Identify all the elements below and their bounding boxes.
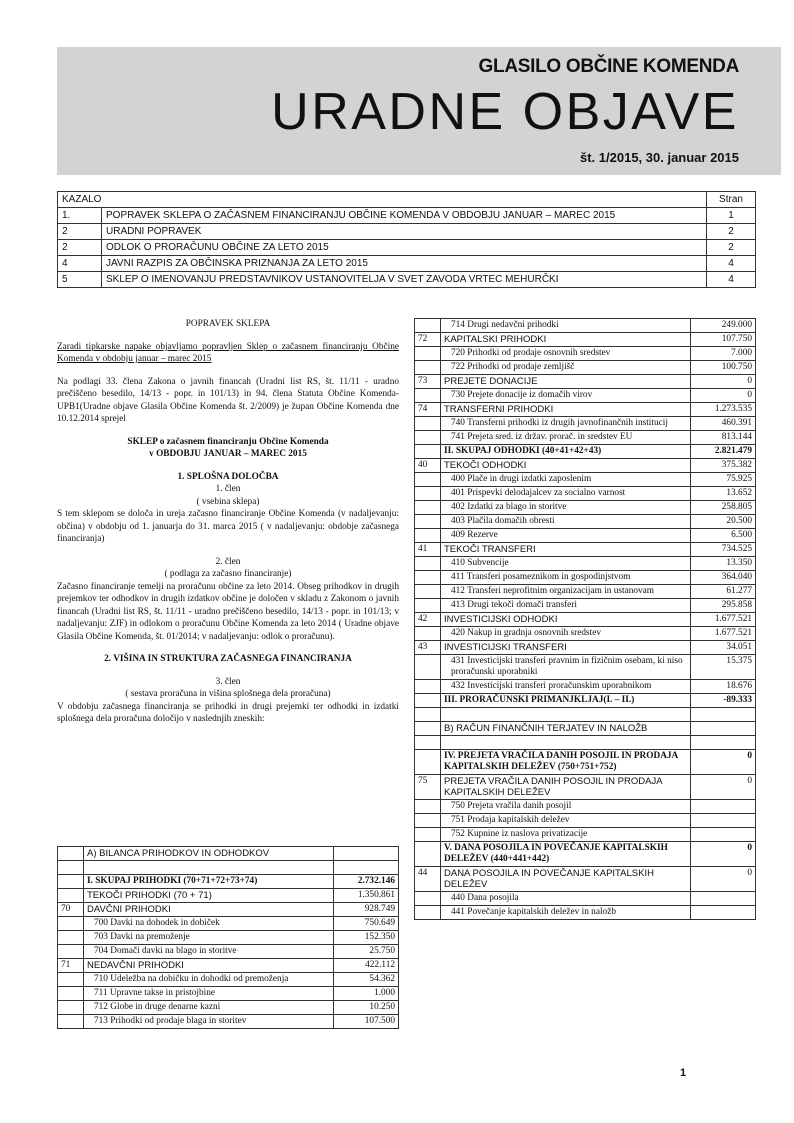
account-code (415, 431, 441, 445)
clen-3-heading: 3. člen (215, 676, 241, 687)
account-code (415, 557, 441, 571)
account-label: 441 Povečanje kapitalskih deležev in naložb (441, 906, 691, 920)
account-code (58, 987, 84, 1001)
account-label: 420 Nakup in gradnja osnovnih sredstev (441, 627, 691, 641)
account-amount (691, 906, 756, 920)
table-row (415, 375, 756, 389)
account-code (415, 906, 441, 920)
account-code (415, 694, 441, 708)
account-label: 752 Kupnine iz naslova privatizacije (441, 828, 691, 842)
account-code (415, 655, 441, 680)
table-row (415, 417, 756, 431)
clen-2-text: Začasno financiranje temelji na proračunu občine za leto 2014. Obseg prihodkov in drugih prejemkov ter odhodkov in drugih izdatkov občine je določen v skladu z Zakonom o javnih financah (Uradni list RS, št. 11/11 - uradno prečiščeno besedilo, 14/13 - popr. in 101/13; v nadaljevanju: ZJF) in odlokom o proračunu Občine Komenda za leto 2014 ( Uradne objave Glasila Občine Komenda, št. 01/2014; v nadaljevanju: odlok o proračunu). (57, 581, 399, 642)
account-amount: 13.350 (691, 557, 756, 571)
toc-item-title[interactable]: JAVNI RAZPIS ZA OBČINSKA PRIZNANJA ZA LETO 2015 (102, 256, 707, 272)
account-code: 72 (415, 333, 441, 347)
toc-header-row (58, 192, 756, 208)
account-amount: 1.350.861 (334, 889, 399, 903)
account-amount: 375.382 (691, 459, 756, 473)
account-label: INVESTICIJSKI TRANSFERI (441, 641, 691, 655)
account-label: 712 Globe in druge denarne kazni (84, 1001, 334, 1015)
table-row (58, 959, 399, 973)
table-row (415, 403, 756, 417)
budget-table-left (57, 846, 399, 1029)
account-code (58, 1015, 84, 1029)
table-row (415, 599, 756, 613)
table-row (415, 529, 756, 543)
account-code (415, 389, 441, 403)
table-row (415, 613, 756, 627)
account-code: 42 (415, 613, 441, 627)
account-code (415, 487, 441, 501)
account-amount: 6.500 (691, 529, 756, 543)
account-label: III. PRORAČUNSKI PRIMANJKLJAJ(I. – II.) (441, 694, 691, 708)
clen-2-heading: 2. člen (215, 556, 241, 567)
account-amount (691, 708, 756, 722)
toc-item-number: 1. (58, 208, 102, 224)
account-label: 713 Prihodki od prodaje blaga in storitev (84, 1015, 334, 1029)
table-row (415, 775, 756, 800)
account-amount: 20.500 (691, 515, 756, 529)
account-label: NEDAVČNI PRIHODKI (84, 959, 334, 973)
table-row (415, 431, 756, 445)
toc-row[interactable] (58, 224, 756, 240)
account-amount: 152.350 (334, 931, 399, 945)
account-amount: 1.273.535 (691, 403, 756, 417)
account-label: A) BILANCA PRIHODKOV IN ODHODKOV (84, 847, 334, 861)
account-label: V. DANA POSOJILA IN POVEČANJE KAPITALSKIH DELEŽEV (440+441+442) (441, 842, 691, 867)
account-code (415, 708, 441, 722)
section-1-heading: 1. SPLOŠNA DOLOČBA (177, 471, 279, 482)
account-code: 41 (415, 543, 441, 557)
account-amount: 2.821.479 (691, 445, 756, 459)
table-row (415, 473, 756, 487)
toc-page-label: Stran (707, 192, 756, 208)
table-row (415, 655, 756, 680)
account-code (415, 842, 441, 867)
table-row (415, 543, 756, 557)
table-row (415, 347, 756, 361)
account-code (415, 571, 441, 585)
account-amount (691, 800, 756, 814)
toc-row[interactable] (58, 256, 756, 272)
table-row (415, 389, 756, 403)
account-amount (334, 847, 399, 861)
toc-item-title[interactable]: URADNI POPRAVEK (102, 224, 707, 240)
table-row (58, 903, 399, 917)
account-code (58, 1001, 84, 1015)
section-2-heading: 2. VIŠINA IN STRUKTURA ZAČASNEGA FINANCIRANJA (104, 654, 352, 664)
toc-item-title[interactable]: SKLEP O IMENOVANJU PREDSTAVNIKOV USTANOVITELJA V SVET ZAVODA VRTEC MEHURČKI (102, 272, 707, 288)
table-row (415, 736, 756, 750)
table-row (415, 814, 756, 828)
account-label: 711 Upravne takse in pristojbine (84, 987, 334, 1001)
toc-item-page: 2 (707, 240, 756, 256)
table-row (58, 1001, 399, 1015)
account-amount: 0 (691, 842, 756, 867)
table-row (415, 487, 756, 501)
table-row (415, 842, 756, 867)
account-amount: 0 (691, 867, 756, 892)
account-label: 413 Drugi tekoči domači transferi (441, 599, 691, 613)
account-amount: 2.732.146 (334, 875, 399, 889)
account-amount: 75.925 (691, 473, 756, 487)
table-row (415, 867, 756, 892)
account-amount: 460.391 (691, 417, 756, 431)
account-label: IV. PREJETA VRAČILA DANIH POSOJIL IN PRODAJA KAPITALSKIH DELEŽEV (750+751+752) (441, 750, 691, 775)
table-row (415, 319, 756, 333)
account-amount: 258.805 (691, 501, 756, 515)
account-label: 700 Davki na dohodek in dobiček (84, 917, 334, 931)
table-row (58, 1015, 399, 1029)
account-label: II. SKUPAJ ODHODKI (40+41+42+43) (441, 445, 691, 459)
account-code: 44 (415, 867, 441, 892)
account-code (415, 750, 441, 775)
account-amount: 15.375 (691, 655, 756, 680)
account-amount: 107.500 (334, 1015, 399, 1029)
account-code: 75 (415, 775, 441, 800)
table-of-contents (57, 191, 756, 288)
table-row (415, 501, 756, 515)
issue-info: št. 1/2015, 30. januar 2015 (580, 150, 739, 165)
account-code (58, 875, 84, 889)
account-code (415, 800, 441, 814)
table-row (415, 906, 756, 920)
toc-item-page: 2 (707, 224, 756, 240)
account-amount: 10.250 (334, 1001, 399, 1015)
account-amount: 928.749 (334, 903, 399, 917)
account-amount: -89.333 (691, 694, 756, 708)
account-amount: 61.277 (691, 585, 756, 599)
account-label: DAVČNI PRIHODKI (84, 903, 334, 917)
account-code (415, 529, 441, 543)
account-label: TEKOČI TRANSFERI (441, 543, 691, 557)
table-row (415, 361, 756, 375)
account-code (415, 361, 441, 375)
table-row (415, 722, 756, 736)
clen-3-text: V obdobju začasnega financiranja se prihodki in drugi prejemki ter odhodki in izdatki splošnega dela proračuna določijo v naslednjih zneskih: (57, 701, 399, 724)
clen-1-subtitle: ( vsebina sklepa) (196, 496, 260, 507)
account-amount: 422.112 (334, 959, 399, 973)
account-amount: 25.750 (334, 945, 399, 959)
account-amount: 54.362 (334, 973, 399, 987)
table-row (415, 627, 756, 641)
sklep-title-line-2: v OBDOBJU JANUAR – MAREC 2015 (149, 449, 307, 459)
article-heading: POPRAVEK SKLEPA (185, 319, 271, 329)
account-label: 704 Domači davki na blago in storitve (84, 945, 334, 959)
toc-item-number: 2 (58, 224, 102, 240)
table-row (415, 750, 756, 775)
account-code: 74 (415, 403, 441, 417)
table-row (58, 917, 399, 931)
toc-item-page: 1 (707, 208, 756, 224)
toc-item-title[interactable]: POPRAVEK SKLEPA O ZAČASNEM FINANCIRANJU OBČINE KOMENDA V OBDOBJU JANUAR – MAREC 2015 (102, 208, 707, 224)
clen-2-subtitle: ( podlaga za začasno financiranje) (164, 569, 292, 579)
account-code (58, 847, 84, 861)
account-label: 710 Udeležba na dobičku in dohodki od premoženja (84, 973, 334, 987)
account-label: 412 Transferi neprofitnim organizacijam in ustanovam (441, 585, 691, 599)
account-label: TEKOČI ODHODKI (441, 459, 691, 473)
account-amount (334, 861, 399, 875)
account-amount: 750.649 (334, 917, 399, 931)
account-code (415, 828, 441, 842)
account-amount: 18.676 (691, 680, 756, 694)
table-row (415, 708, 756, 722)
toc-item-number: 4 (58, 256, 102, 272)
table-row (415, 585, 756, 599)
clen-1-heading: 1. člen (215, 484, 241, 494)
toc-item-number: 5 (58, 272, 102, 288)
page-title: URADNE OBJAVE (271, 83, 739, 141)
account-code (415, 680, 441, 694)
account-amount: 7.000 (691, 347, 756, 361)
table-row (58, 861, 399, 875)
account-amount: 0 (691, 389, 756, 403)
toc-item-page: 4 (707, 256, 756, 272)
account-label: PREJETA VRAČILA DANIH POSOJIL IN PRODAJA KAPITALSKIH DELEŽEV (441, 775, 691, 800)
account-amount: 1.677.521 (691, 627, 756, 641)
account-code: 43 (415, 641, 441, 655)
account-label: 722 Prihodki od prodaje zemljišč (441, 361, 691, 375)
account-code (415, 722, 441, 736)
account-code (58, 917, 84, 931)
account-code (415, 736, 441, 750)
account-code (415, 319, 441, 333)
table-row (415, 445, 756, 459)
legal-basis: Na podlagi 33. člena Zakona o javnih financah (Uradni list RS, št. 11/11 - uradno prečiščeno besedilo, 14/13 - popr. in 101/13) in 94. člena Statuta Občine Komenda-UPB1(Uradne objave Glasila Občine Komenda št. 2/2009) je župan Občine Komenda dne 10.12.2014 sprejel (57, 376, 399, 424)
table-row (58, 973, 399, 987)
account-label: 410 Subvencije (441, 557, 691, 571)
account-code (415, 515, 441, 529)
sklep-title-line-1: SKLEP o začasnem financiranju Občine Komenda (127, 436, 329, 447)
account-label: B) RAČUN FINANČNIH TERJATEV IN NALOŽB (441, 722, 691, 736)
page-number: 1 (680, 1067, 687, 1079)
account-label: 432 Investicijski transferi proračunskim uporabnikom (441, 680, 691, 694)
account-label: DANA POSOJILA IN POVEČANJE KAPITALSKIH DELEŽEV (441, 867, 691, 892)
account-amount: 100.750 (691, 361, 756, 375)
account-amount: 34.051 (691, 641, 756, 655)
toc-item-title[interactable]: ODLOK O PRORAČUNU OBČINE ZA LETO 2015 (102, 240, 707, 256)
account-code (415, 585, 441, 599)
account-code (415, 814, 441, 828)
account-amount: 295.858 (691, 599, 756, 613)
account-label: 400 Plače in drugi izdatki zaposlenim (441, 473, 691, 487)
account-code: 40 (415, 459, 441, 473)
table-row (415, 333, 756, 347)
account-code (415, 417, 441, 431)
account-amount: 364.040 (691, 571, 756, 585)
account-label: 720 Prihodki od prodaje osnovnih sredstev (441, 347, 691, 361)
account-code (58, 931, 84, 945)
account-amount: 1.677.521 (691, 613, 756, 627)
table-row (58, 931, 399, 945)
table-row (415, 800, 756, 814)
account-label: 431 Investicijski transferi pravnim in fizičnim osebam, ki niso proračunski uporabniki (441, 655, 691, 680)
account-code (415, 892, 441, 906)
account-amount (691, 892, 756, 906)
account-label: 403 Plačila domačih obresti (441, 515, 691, 529)
account-code (58, 861, 84, 875)
account-amount: 249.000 (691, 319, 756, 333)
toc-row[interactable] (58, 272, 756, 288)
account-label: 751 Prodaja kapitalskih deležev (441, 814, 691, 828)
account-code (415, 501, 441, 515)
budget-table-right (414, 318, 756, 920)
account-amount (691, 736, 756, 750)
table-row (415, 828, 756, 842)
account-label: 401 Prispevki delodajalcev za socialno varnost (441, 487, 691, 501)
account-label: INVESTICIJSKI ODHODKI (441, 613, 691, 627)
article-intro: Zaradi tipkarske napake objavljamo popravljen Sklep o začasnem financiranju Občine Komenda v obdobju januar – marec 2015 (57, 341, 399, 364)
toc-row[interactable] (58, 208, 756, 224)
account-label (84, 861, 334, 875)
masthead (57, 47, 781, 175)
account-label: 750 Prejeta vračila danih posojil (441, 800, 691, 814)
table-row (415, 694, 756, 708)
table-row (415, 515, 756, 529)
table-row (415, 571, 756, 585)
account-code: 70 (58, 903, 84, 917)
table-row (415, 892, 756, 906)
account-code (58, 973, 84, 987)
account-code: 73 (415, 375, 441, 389)
account-amount: 0 (691, 375, 756, 389)
left-column (57, 318, 399, 726)
account-label: PREJETE DONACIJE (441, 375, 691, 389)
table-row (415, 680, 756, 694)
account-label (441, 708, 691, 722)
account-code: 71 (58, 959, 84, 973)
account-label: TRANSFERNI PRIHODKI (441, 403, 691, 417)
account-amount: 13.652 (691, 487, 756, 501)
toc-title: KAZALO (58, 192, 707, 208)
account-code (415, 445, 441, 459)
account-label (441, 736, 691, 750)
table-row (415, 641, 756, 655)
toc-item-number: 2 (58, 240, 102, 256)
account-amount: 734.525 (691, 543, 756, 557)
table-row (415, 557, 756, 571)
account-label: TEKOČI PRIHODKI (70 + 71) (84, 889, 334, 903)
publication-name: GLASILO OBČINE KOMENDA (478, 56, 739, 77)
account-label: 730 Prejete donacije iz domačih virov (441, 389, 691, 403)
account-label: I. SKUPAJ PRIHODKI (70+71+72+73+74) (84, 875, 334, 889)
table-row (58, 987, 399, 1001)
account-amount (691, 828, 756, 842)
account-code (415, 473, 441, 487)
table-row (58, 847, 399, 861)
account-amount (691, 722, 756, 736)
account-amount: 107.750 (691, 333, 756, 347)
clen-1-text: S tem sklepom se določa in ureja začasno financiranje Občine Komenda (v nadaljevanju: občina) v obdobju od 1. januarja do 31. marca 2015 ( v nadaljevanju: obdobje začasnega financiranja) (57, 509, 399, 544)
account-amount (691, 814, 756, 828)
account-label: 440 Dana posojila (441, 892, 691, 906)
account-code (415, 347, 441, 361)
toc-item-page: 4 (707, 272, 756, 288)
account-label: 714 Drugi nedavčni prihodki (441, 319, 691, 333)
account-code (415, 599, 441, 613)
toc-row[interactable] (58, 240, 756, 256)
table-row (58, 889, 399, 903)
table-row (58, 875, 399, 889)
account-code (58, 889, 84, 903)
account-amount: 1.000 (334, 987, 399, 1001)
account-label: 411 Transferi posameznikom in gospodinjstvom (441, 571, 691, 585)
account-label: 402 Izdatki za blago in storitve (441, 501, 691, 515)
table-row (58, 945, 399, 959)
clen-3-subtitle: ( sestava proračuna in višina splošnega dela proračuna) (125, 689, 331, 699)
account-label: 703 Davki na premoženje (84, 931, 334, 945)
account-amount: 813.144 (691, 431, 756, 445)
account-code (58, 945, 84, 959)
account-label: 409 Rezerve (441, 529, 691, 543)
account-label: 741 Prejeta sred. iz držav. prorač. in sredstev EU (441, 431, 691, 445)
account-code (415, 627, 441, 641)
account-amount: 0 (691, 775, 756, 800)
table-row (415, 459, 756, 473)
account-label: 740 Transferni prihodki iz drugih javnofinančnih institucij (441, 417, 691, 431)
account-label: KAPITALSKI PRIHODKI (441, 333, 691, 347)
account-amount: 0 (691, 750, 756, 775)
